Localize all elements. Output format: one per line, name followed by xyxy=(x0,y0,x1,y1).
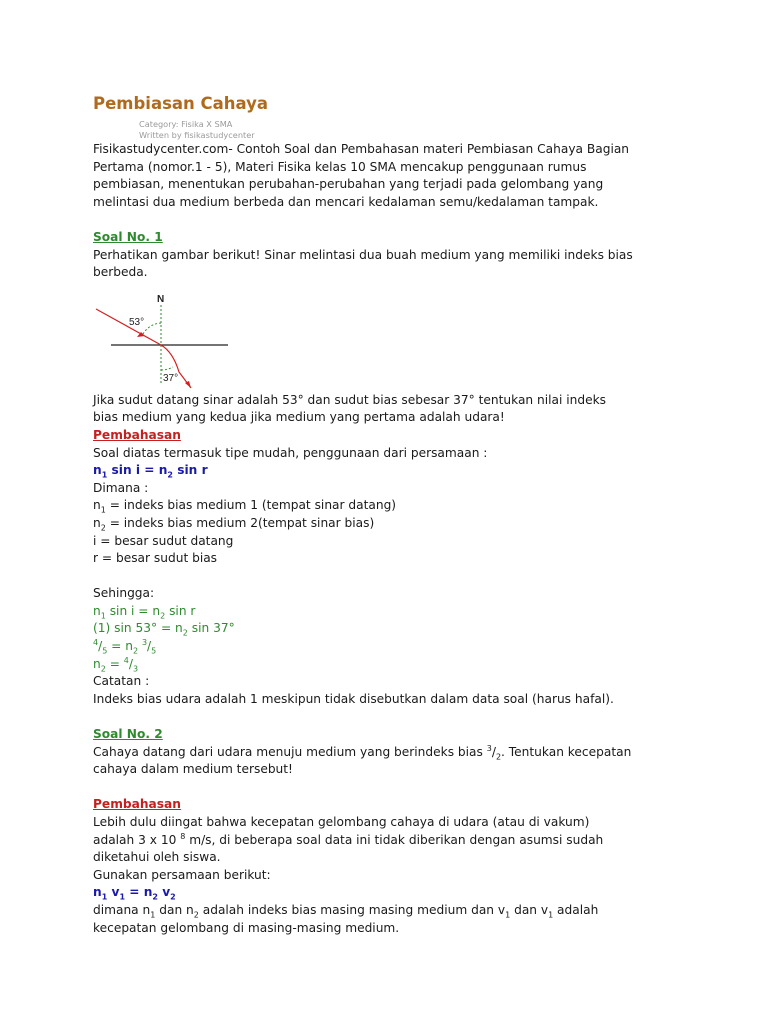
article-author: Written by fisikastudycenter xyxy=(139,130,255,140)
n1-definition: $n_1$ = indeks bias medium 1 (tempat sinar datang) xyxy=(93,498,397,515)
calc-result: $n_2 = ^4/_3$ xyxy=(93,655,139,674)
calc-step-3: $^4/_5 = n_2$ $^3/_5$ xyxy=(93,638,157,656)
article-category: Category: Fisika X SMA xyxy=(139,119,233,129)
snell-equation: $n_1$ $\sin i = n_2$ sin r xyxy=(93,463,208,480)
refract-angle-label: 37° xyxy=(163,372,179,384)
article xyxy=(93,93,633,937)
refraction-diagram xyxy=(93,290,263,390)
soal-2-text: Cahaya datang dari udara menuju medium yang berindeks bias $^3/_2$. Tentukan kecepatan cahaya dalam medium tersebut! xyxy=(93,743,632,777)
i-definition: i = besar sudut datang xyxy=(93,533,234,548)
catatan-text: Indeks bias udara adalah 1 meskipun tidak disebutkan dalam data soal (harus hafal). xyxy=(93,691,614,706)
velocity-equation: $n_1$ $v_1 = n_2$ $v_2$ xyxy=(93,885,176,902)
dimana-label: Dimana : xyxy=(93,480,149,495)
article-title: Pembiasan Cahaya xyxy=(93,94,269,113)
solution-2-text: Lebih dulu diingat bahwa kecepatan gelombang cahaya di udara (atau di vakum) adalah 3 x 10 $^8$ m/s, di beberapa soal data ini tidak diberikan dengan asumsi sudah diketahui oleh siswa. xyxy=(93,815,604,865)
refract-arc xyxy=(161,367,173,370)
soal-1-heading: Soal No. 1 xyxy=(93,229,163,244)
sehingga-label: Sehingga: xyxy=(93,586,155,601)
calc-step-1: $n_1$ $\sin i = n_2$ sin r xyxy=(93,603,196,621)
soal-1-question: Jika sudut datang sinar adalah 53° dan sudut bias sebesar 37° tentukan nilai indeks bias medium yang kedua jika medium yang pertama adalah udara! xyxy=(93,392,607,425)
n2-definition: $n_2$ = indeks bias medium 2(tempat sinar bias) xyxy=(93,515,375,533)
incident-angle-label: 53° xyxy=(129,316,145,328)
catatan-label: Catatan : xyxy=(93,674,150,689)
soal-2-heading: Soal No. 2 xyxy=(93,727,163,742)
calc-step-2: (1) $\sin 53^\circ = n_2$ sin 37° xyxy=(93,621,235,638)
r-definition: r = besar sudut bias xyxy=(93,551,218,566)
soal-1-text: Perhatikan gambar berikut! Sinar melintasi dua buah medium yang memiliki indeks bias berbeda. xyxy=(93,247,633,280)
solution-2-dimana: dimana $n_1$ dan $n_2$ adalah indeks bias masing masing medium dan $v_1$ dan $v_1$ adalah kecepatan gelombang di masing-masing medium. xyxy=(93,902,599,935)
pembahasan-1-heading: Pembahasan xyxy=(93,427,181,442)
normal-label: N xyxy=(157,293,165,305)
incident-arc xyxy=(143,323,161,334)
intro-paragraph: Fisikastudycenter.com- Contoh Soal dan Pembahasan materi Pembiasan Cahaya Bagian Pertama (nomor.1 - 5), Materi Fisika kelas 10 SMA mencakup penggunaan rumus pembiasan, menentukan perubahan-perubahan yang terjadi pada gelombang yang melintasi dua medium berbeda dan mencari kedalaman semu/kedalaman tampak. xyxy=(93,142,630,209)
solution-intro: Soal diatas termasuk tipe mudah, penggunaan dari persamaan : xyxy=(93,445,488,460)
pembahasan-2-heading: Pembahasan xyxy=(93,797,181,812)
gunakan-label: Gunakan persamaan berikut: xyxy=(93,867,271,882)
refraction-figure xyxy=(93,282,633,392)
